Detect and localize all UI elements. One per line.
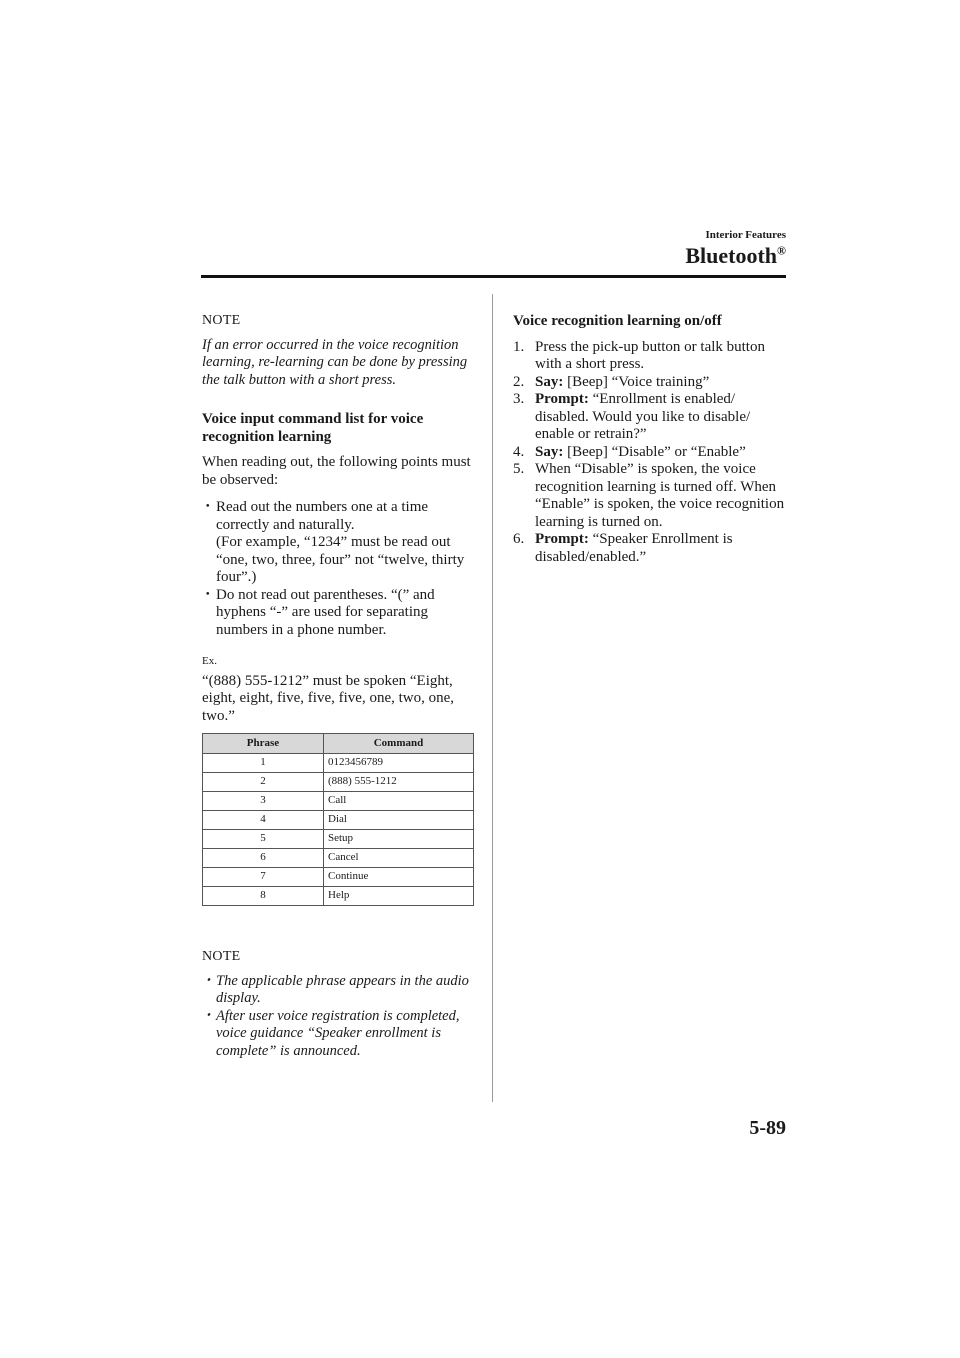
section-heading-learning-toggle: Voice recognition learning on/off	[513, 313, 722, 329]
list-item: 4. Say: [Beep] “Disable” or “Enable”	[513, 443, 746, 460]
note-label: NOTE	[202, 313, 241, 328]
header-rule	[201, 275, 786, 278]
column-divider	[492, 294, 493, 1102]
list-item: ･ After user voice registration is completed, voice guidance “Speaker enrollment is complete” is announced.	[204, 1007, 460, 1059]
example-text: “(888) 555-1212” must be spoken “Eight, eight, eight, five, five, five, one, two, one, two.”	[202, 672, 455, 724]
page-title	[685, 243, 786, 269]
table-row: 8 Help	[203, 887, 474, 906]
section-heading-command-list: Voice input command list for voice recognition learning	[202, 411, 424, 445]
intro-paragraph: When reading out, the following points must be observed:	[202, 454, 471, 488]
table-row: 6 Cancel	[203, 849, 474, 868]
column-header-command: Command	[324, 734, 474, 754]
list-item: 5. When “Disable” is spoken, the voice recognition learning is turned off. When “Enable” is spoken, the voice recognition learning is turned on.	[513, 461, 785, 530]
section-title: Interior Features	[705, 229, 786, 241]
right-column	[513, 313, 785, 566]
bullet-icon: ･	[204, 972, 212, 989]
table-row: 4 Dial	[203, 811, 474, 830]
bullet-icon: ･	[204, 1007, 212, 1024]
list-item: 1. Press the pick-up button or talk button with a short press.	[513, 338, 765, 372]
bullet-icon: ･	[204, 499, 212, 515]
list-item: ･ Read out the numbers one at a time correctly and naturally. (For example, “1234” must be read out “one, two, three, four” not “twelve, thirty four”.)	[204, 499, 465, 585]
rules-list	[202, 499, 474, 639]
list-item: ･ Do not read out parentheses. “(” and hyphens “-” are used for separating numbers in a phone number.	[204, 586, 435, 638]
example-label: Ex.	[202, 655, 217, 667]
list-item: 2. Say: [Beep] “Voice training”	[513, 373, 710, 390]
note-text: If an error occurred in the voice recognition learning, re-learning can be done by pressing the talk button with a short press.	[202, 336, 468, 388]
table-row: 2 (888) 555-1212	[203, 773, 474, 792]
steps-list	[513, 339, 785, 567]
command-table	[202, 733, 474, 906]
table-header-row	[203, 734, 474, 754]
bullet-icon: ･	[204, 586, 212, 603]
note-list	[202, 973, 474, 1061]
list-item: 6. Prompt: “Speaker Enrollment is disabled/enabled.”	[513, 531, 733, 565]
left-column	[202, 312, 474, 1060]
table-row: 3 Call	[203, 792, 474, 811]
list-item: 3. Prompt: “Enrollment is enabled/ disabled. Would you like to disable/ enable or retrain?”	[513, 391, 751, 442]
page-number: 5-89	[749, 1117, 786, 1139]
note-label: NOTE	[202, 949, 241, 964]
page-title-text: Bluetooth	[685, 243, 778, 268]
table-row: 1 0123456789	[203, 754, 474, 773]
registered-mark: ®	[777, 243, 786, 258]
table-row: 5 Setup	[203, 830, 474, 849]
column-header-phrase: Phrase	[203, 734, 324, 754]
table-row: 7 Continue	[203, 868, 474, 887]
list-item: ･ The applicable phrase appears in the audio display.	[204, 972, 469, 1006]
